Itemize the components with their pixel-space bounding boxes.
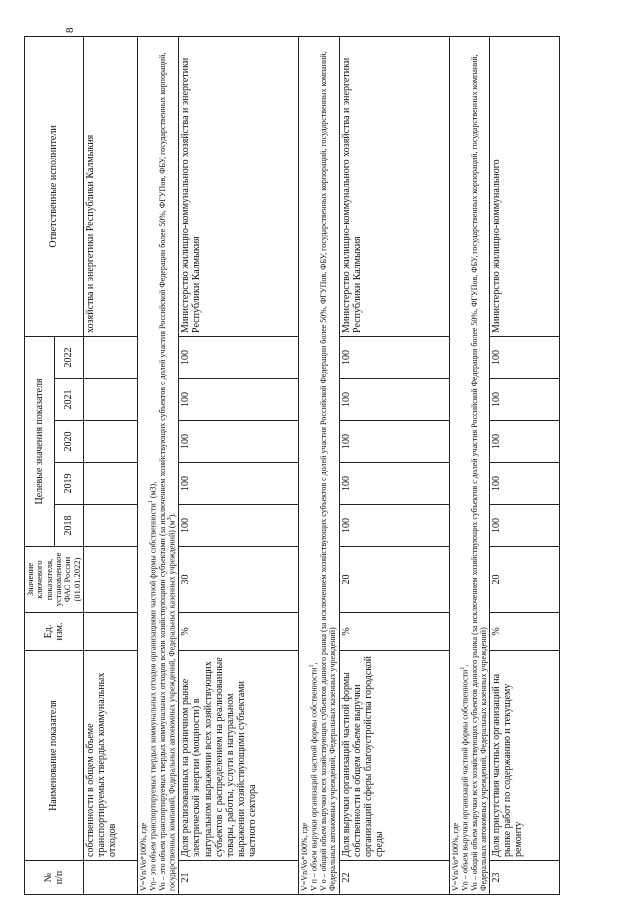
header-year: 2021 — [54, 379, 84, 421]
cell-target: 100 — [179, 505, 299, 547]
cell-unit: % — [339, 613, 449, 651]
header-num: № п/п — [25, 861, 84, 895]
cell-num — [84, 861, 138, 895]
cell-target: 100 — [339, 379, 449, 421]
cell-target: 100 — [339, 505, 449, 547]
formula-note: V=Vn/Vo*100%, где Vn– это объем транспортируемых твердых коммунальных отходов организациями частной формы собственности$^1$ (м3), Vo – это объем транспортируемых твердых коммунальных отходов всеми хозяйствующими субъектами (за исключением хозяйствующих субъектов с долей участия Российской Федерации более 50%, ФГУПов, ФБУ, государственных корпораций, государственных компаний, Федеральных автономных учреждений, Федеральных казенных учреждений) $(м^3)$. — [138, 36, 179, 894]
cell-num: 22 — [339, 861, 449, 895]
formula-note-row — [449, 36, 489, 894]
cell-target: 100 — [179, 379, 299, 421]
cell-target: 100 — [489, 421, 559, 463]
formula-note-row — [138, 36, 179, 894]
header-year: 2020 — [54, 421, 84, 463]
cell-target: 100 — [489, 336, 559, 378]
cell-target: 100 — [339, 463, 449, 505]
header-key-value: Значение ключевого показателя, установленное ФАС России (01.01.2022) — [25, 547, 84, 613]
cell-num: 21 — [179, 861, 299, 895]
cell-key-value — [84, 547, 138, 613]
table-row-23 — [489, 36, 559, 894]
cell-target: 100 — [179, 336, 299, 378]
cell-target: 100 — [489, 505, 559, 547]
page-number: 8 — [64, 27, 76, 33]
formula-note: V=Vn/Vo*100%, где V п – объем выручки организаций частной формы собственности$^1$, V о – общий объем выручки всех хозяйствующих субъектов данного рынка (за исключением хозяйствующих субъектов с долей участия Российской Федерации более 50%, ФГУПов, ФБУ, государственных корпораций, государственных компаний, Федеральных автономных учреждений, Федеральных казенных учреждений) — [299, 36, 339, 894]
header-year: 2018 — [54, 505, 84, 547]
cell-num: 23 — [489, 861, 559, 895]
cell-name: Доля реализованных на розничном рынке электрической энергии (мощности) в натуральном выражении всех хозяйствующих субъектов с распределением на реализованные товары, работы, услуги в натуральном выражении хозяйствующими субъектами частного сектора — [179, 651, 299, 861]
formula-note: V=Vn/Vo*100%, где Vn – объем выручки организаций частной формы собственности$^1$, Vo – общий объем выручки всех хозяйствующих субъектов данного рынка (за исключением хозяйствующих субъектов с долей участия Российской Федерации более 50%, ФГУПов, ФБУ, государственных корпораций, государственных компаний, Федеральных автономных учреждений, Федеральных казенных учреждений) — [449, 36, 489, 894]
header-year: 2022 — [54, 336, 84, 378]
cell-unit — [84, 613, 138, 651]
cell-responsible: Министерство жилищно-коммунального хозяйства и энергетики Республики Калмыкия — [339, 36, 449, 336]
cell-unit: % — [489, 613, 559, 651]
cell-target: 100 — [339, 336, 449, 378]
formula-note-row — [299, 36, 339, 894]
cell-unit: % — [179, 613, 299, 651]
header-targets: Целевые значения показателя — [25, 336, 55, 546]
cell-target: 100 — [179, 421, 299, 463]
cell-target: 100 — [489, 379, 559, 421]
table-row-22 — [339, 36, 449, 894]
table-row-21 — [179, 36, 299, 894]
cell-key-value: 20 — [339, 547, 449, 613]
header-name: Наименование показателя — [25, 651, 84, 861]
table-row-continuation — [84, 36, 138, 894]
cell-name: Доля присутствия частных организаций на рынке работ по содержанию и текущему ремонту — [489, 651, 559, 861]
header-year: 2019 — [54, 463, 84, 505]
cell-name: собственности в общем объеме транспортируемых твердых коммунальных отходов — [84, 651, 138, 861]
cell-name: Доля выручки организаций частной формы собственности в общем объеме выручки организаций сферы благоустройства городской среды — [339, 651, 449, 861]
cell-key-value: 20 — [489, 547, 559, 613]
cell-responsible: хозяйства и энергетики Республики Калмыкия — [84, 36, 138, 336]
cell-target: 100 — [489, 463, 559, 505]
cell-key-value: 30 — [179, 547, 299, 613]
cell-responsible: Министерство жилищно-коммунального — [489, 36, 559, 336]
header-responsible: Ответственные исполнители — [25, 36, 84, 336]
indicator-table — [24, 36, 560, 895]
header-row — [25, 36, 55, 894]
cell-target: 100 — [179, 463, 299, 505]
cell-target: 100 — [339, 421, 449, 463]
header-unit: Ед. изм. — [25, 613, 84, 651]
cell-responsible: Министерство жилищно-коммунального хозяйства и энергетики Республики Калмыкия — [179, 36, 299, 336]
